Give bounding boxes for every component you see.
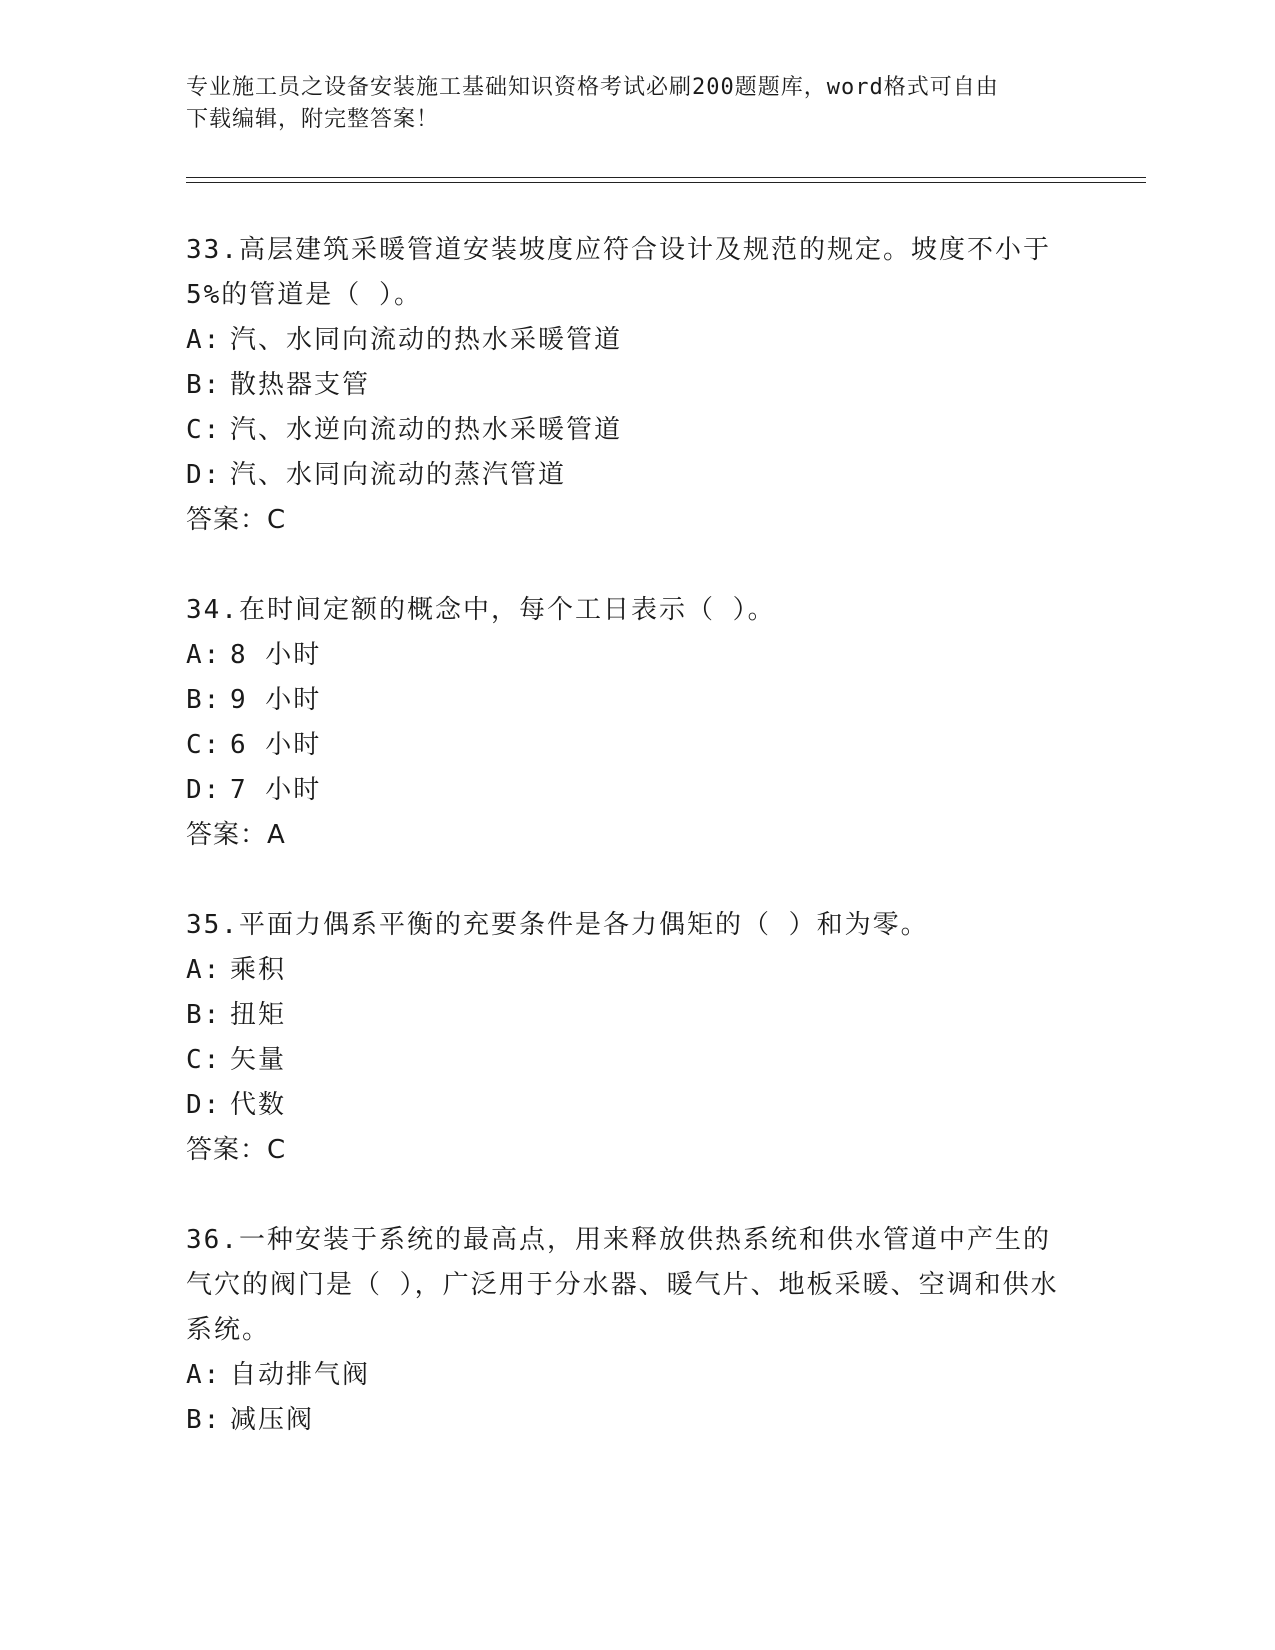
option-letter: C: [186, 730, 222, 760]
option-text: 扭矩 [230, 1000, 287, 1030]
option-text: 9 小时 [230, 685, 322, 715]
option-b [186, 678, 1066, 723]
option-text: 7 小时 [230, 775, 322, 805]
question-stem: 36.一种安装于系统的最高点，用来释放供热系统和供水管道中产生的气穴的阀门是（ ），广泛用于分水器、暖气片、地板采暖、空调和供水系统。 [186, 1225, 1059, 1345]
option-letter: D: [186, 775, 222, 805]
option-letter: C: [186, 1045, 222, 1075]
option-c [186, 723, 1066, 768]
option-text: 汽、水同向流动的蒸汽管道 [230, 460, 567, 490]
option-text: 减压阀 [230, 1405, 315, 1435]
option-text: 代数 [230, 1090, 287, 1120]
option-text: 汽、水同向流动的热水采暖管道 [230, 325, 623, 355]
answer: 答案：C [186, 1135, 287, 1165]
option-a [186, 948, 1066, 993]
option-d [186, 1083, 1066, 1128]
question-stem: 33.高层建筑采暖管道安装坡度应符合设计及规范的规定。坡度不小于5%的管道是（ ）。 [186, 235, 1051, 310]
option-letter: B: [186, 1405, 222, 1435]
option-letter: D: [186, 460, 222, 490]
option-b [186, 1398, 1066, 1443]
question-stem: 34.在时间定额的概念中，每个工日表示（ ）。 [186, 595, 776, 625]
option-b [186, 363, 1066, 408]
option-letter: B: [186, 1000, 222, 1030]
option-letter: A: [186, 640, 222, 670]
option-letter: B: [186, 370, 222, 400]
document-header [186, 72, 1066, 136]
question-34 [186, 588, 1066, 858]
option-text: 汽、水逆向流动的热水采暖管道 [230, 415, 623, 445]
question-stem: 35.平面力偶系平衡的充要条件是各力偶矩的（ ）和为零。 [186, 910, 929, 940]
option-letter: A: [186, 325, 222, 355]
header-line-1: 专业施工员之设备安装施工基础知识资格考试必刷200题题库，word格式可自由 [186, 75, 999, 100]
option-letter: C: [186, 415, 222, 445]
option-a [186, 1353, 1066, 1398]
option-text: 8 小时 [230, 640, 322, 670]
question-36 [186, 1218, 1066, 1443]
header-rule-bottom [186, 182, 1146, 183]
option-b [186, 993, 1066, 1038]
option-a [186, 318, 1066, 363]
option-letter: A: [186, 1360, 222, 1390]
option-c [186, 408, 1066, 453]
header-rule-top [186, 177, 1146, 178]
option-text: 自动排气阀 [230, 1360, 371, 1390]
option-letter: B: [186, 685, 222, 715]
option-text: 矢量 [230, 1045, 287, 1075]
header-line-2: 下载编辑，附完整答案！ [186, 107, 440, 132]
option-d [186, 453, 1066, 498]
option-a [186, 633, 1066, 678]
option-text: 乘积 [230, 955, 287, 985]
answer: 答案：C [186, 505, 287, 535]
option-letter: A: [186, 955, 222, 985]
option-c [186, 1038, 1066, 1083]
answer: 答案：A [186, 820, 286, 850]
question-35 [186, 903, 1066, 1173]
question-33 [186, 228, 1066, 543]
option-d [186, 768, 1066, 813]
option-text: 6 小时 [230, 730, 322, 760]
option-text: 散热器支管 [230, 370, 371, 400]
option-letter: D: [186, 1090, 222, 1120]
